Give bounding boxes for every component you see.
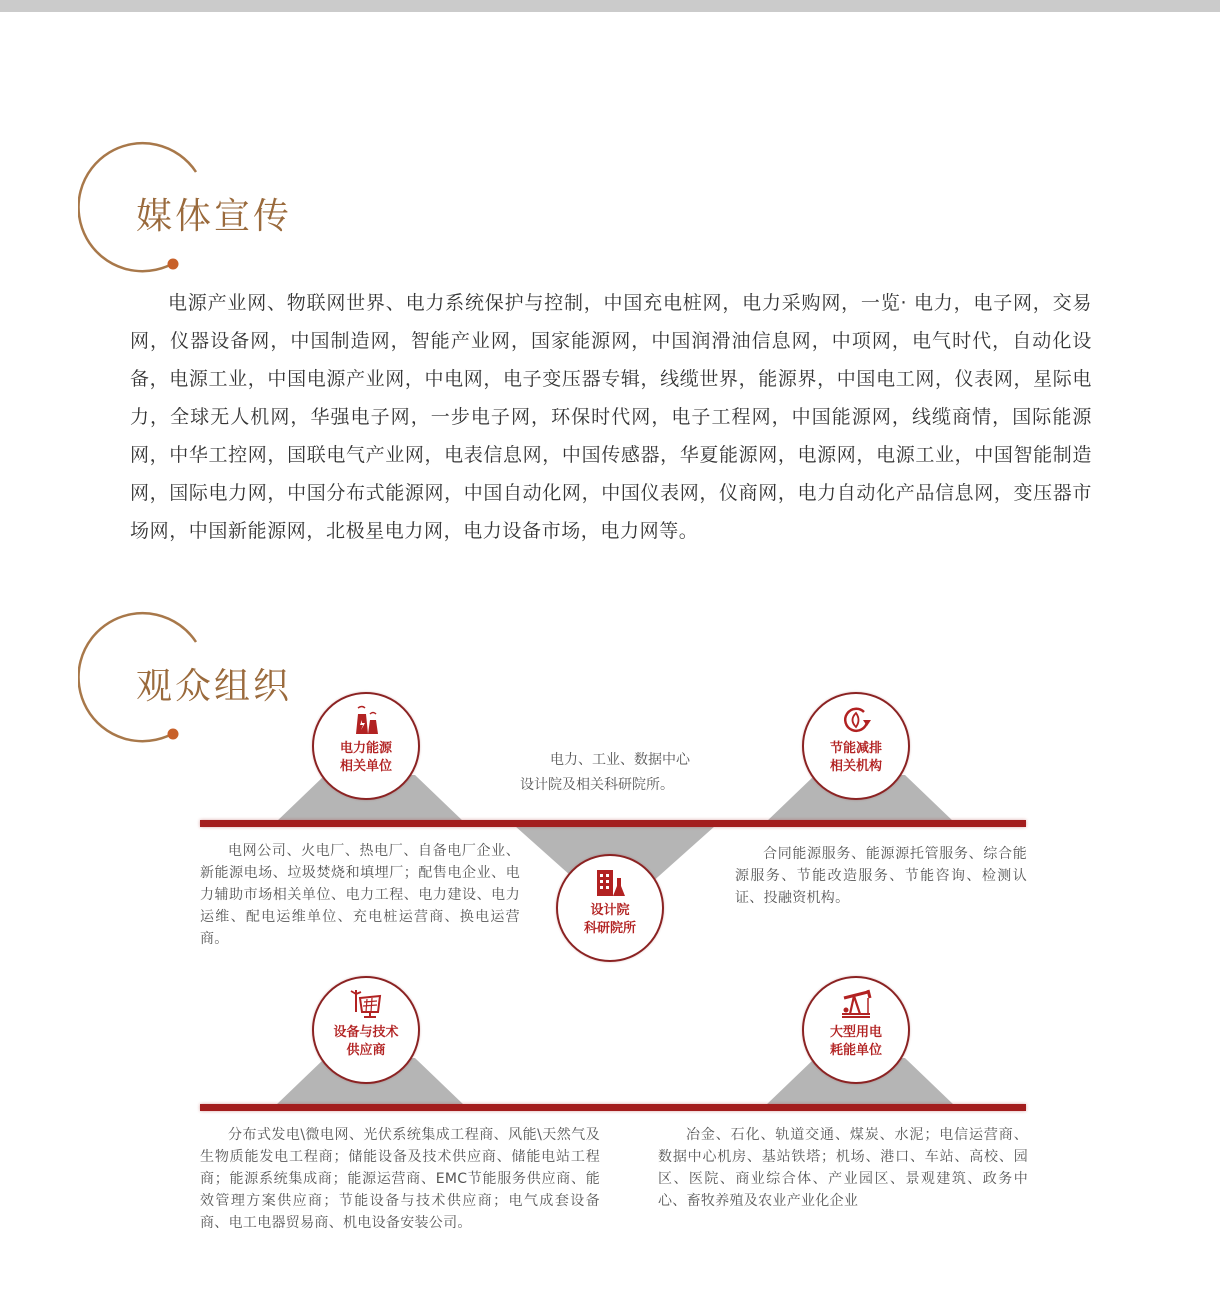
node-label: 设备与技术 供应商	[333, 1025, 399, 1058]
node-label: 设计院 科研院所	[583, 903, 636, 936]
node-power-energy	[312, 692, 420, 800]
timeline-bar-upper	[200, 820, 1026, 827]
building-lab-icon	[594, 866, 626, 898]
node-label: 大型用电 耗能单位	[829, 1025, 882, 1058]
media-partners-text: 电源产业网、物联网世界、电力系统保护与控制，中国充电桩网，电力采购网，一览· 电力，电子网，交易网，仪器设备网，中国制造网，智能产业网，国家能源网，中国润滑油信息网，中项网，电气时代，自动化设备，电源工业，中国电源产业网，中电网，电子变压器专辑，线缆世界，能源界，中国电工网，仪表网，星际电力，全球无人机网，华强电子网，一步电子网，环保时代网，电子工程网，中国能源网，线缆商情，国际能源网，中华工控网，国联电气产业网，电表信息网，中国传感器，华夏能源网，电源网，电源工业，中国智能制造网，国际电力网，中国分布式能源网，中国自动化网，中国仪表网，仪商网，电力自动化产品信息网，变压器市场网，中国新能源网，北极星电力网，电力设备市场，电力网等。	[130, 292, 1092, 542]
node-large-consumer	[802, 976, 910, 1084]
recycle-leaf-icon	[840, 704, 872, 736]
node-label: 节能减排 相关机构	[829, 741, 882, 774]
oil-pump-icon	[840, 988, 872, 1020]
section-heading-media	[78, 140, 318, 280]
node-energy-saving	[802, 692, 910, 800]
section-heading-audience	[78, 610, 318, 750]
node-equipment-tech	[312, 976, 420, 1084]
power-plant-icon	[350, 704, 382, 736]
section-title: 观众组织	[136, 666, 293, 707]
power-energy-description: 电网公司、火电厂、热电厂、自备电厂企业、新能源电场、垃圾焚烧和填埋厂；配售电企业、电力辅助市场相关单位、电力工程、电力建设、电力运维、配电运维单位、充电桩运营商、换电运营商。	[200, 843, 520, 947]
design-institute-desc-line2: 设计院及相关科研院所。	[520, 777, 674, 793]
timeline-bar-lower	[200, 1104, 1026, 1111]
design-institute-desc-line1: 电力、工业、数据中心	[550, 752, 690, 768]
solar-wind-icon	[350, 988, 382, 1020]
equipment-tech-description: 分布式发电\微电网、光伏系统集成工程商、风能\天然气及生物质能发电工程商；储能设备及技术供应商、储能电站工程商；能源系统集成商；能源运营商、EMC节能服务供应商、能效管理方案供应商；节能设备与技术供应商；电气成套设备商、电工电器贸易商、机电设备安装公司。	[200, 1127, 600, 1231]
energy-saving-description: 合同能源服务、能源源托管服务、综合能源服务、节能改造服务、节能咨询、检测认证、投融资机构。	[735, 846, 1027, 906]
large-consumer-description: 冶金、石化、轨道交通、煤炭、水泥；电信运营商、数据中心机房、基站铁塔；机场、港口、车站、高校、园区、医院、商业综合体、产业园区、景观建筑、政务中心、畜牧养殖及农业产业化企业	[658, 1127, 1028, 1209]
section-title: 媒体宣传	[136, 196, 293, 237]
node-design-institute	[556, 854, 664, 962]
node-label: 电力能源 相关单位	[339, 741, 392, 774]
top-bar	[0, 0, 1220, 12]
